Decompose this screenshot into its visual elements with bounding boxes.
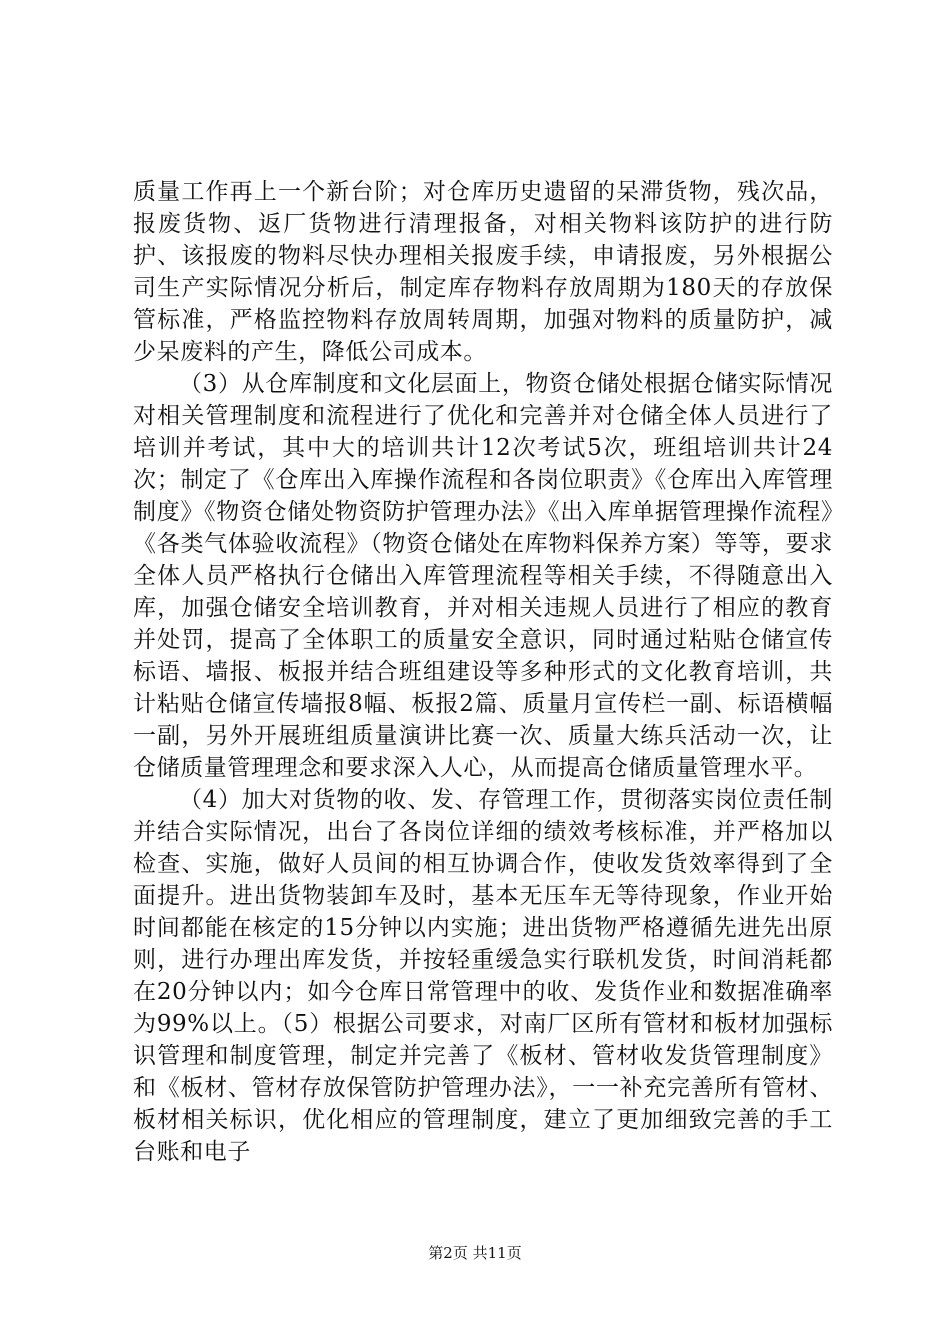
paragraph-goods-management: （4）加大对货物的收、发、存管理工作，贯彻落实岗位责任制并结合实际情况，出台了各岗位详细的绩效考核标准，并严格加以检查、实施，做好人员间的相互协调合作，使收发货效率得到了全面提升。进出货物装卸车及时，基本无压车无等待现象，作业开始时间都能在核定的15分钟以内实施；进出货物严格遵循先进先出原则，进行办理出库发货，并按轻重缓急实行联机发货，时间消耗都在20分钟以内；如今仓库日常管理中的收、发货作业和数据准确率为99%以上。（5）根据公司要求，对南厂区所有管材和板材加强标识管理和制度管理，制定并完善了《板材、管材收发货管理制度》和《板材、管材存放保管防护管理办法》，一一补充完善所有管材、板材相关标识，优化相应的管理制度，建立了更加细致完善的手工台账和电子 [133, 787, 833, 1165]
document-body [133, 176, 833, 1168]
paragraph-warehouse-system-culture: （3）从仓库制度和文化层面上，物资仓储处根据仓储实际情况对相关管理制度和流程进行了优化和完善并对仓储全体人员进行了培训并考试，其中大的培训共计12次考试5次，班组培训共计24次；制定了《仓库出入库操作流程和各岗位职责》《仓库出入库管理制度》《物资仓储处物资防护管理办法》《出入库单据管理操作流程》《各类气体验收流程》（物资仓储处在库物料保养方案）等等，要求全体人员严格执行仓储出入库管理流程等相关手续，不得随意出入库，加强仓储安全培训教育，并对相关违规人员进行了相应的教育并处罚，提高了全体职工的质量安全意识，同时通过粘贴仓储宣传标语、墙报、板报并结合班组建设等多种形式的文化教育培训，共计粘贴仓储宣传墙报8幅、板报2篇、质量月宣传栏一副、标语横幅一副，另外开展班组质量演讲比赛一次、质量大练兵活动一次，让仓储质量管理理念和要求深入人心，从而提高仓储质量管理水平。 [133, 371, 833, 781]
page-footer: 第2页 共11页 [428, 1244, 522, 1262]
paragraph-quality-work: 质量工作再上一个新台阶；对仓库历史遗留的呆滞货物，残次品，报废货物、返厂货物进行清理报备，对相关物料该防护的进行防护、该报废的物料尽快办理相关报废手续，申请报废，另外根据公司生产实际情况分析后，制定库存物料存放周期为180天的存放保管标准，严格监控物料存放周转周期，加强对物料的质量防护，减少呆废料的产生，降低公司成本。 [133, 179, 833, 365]
